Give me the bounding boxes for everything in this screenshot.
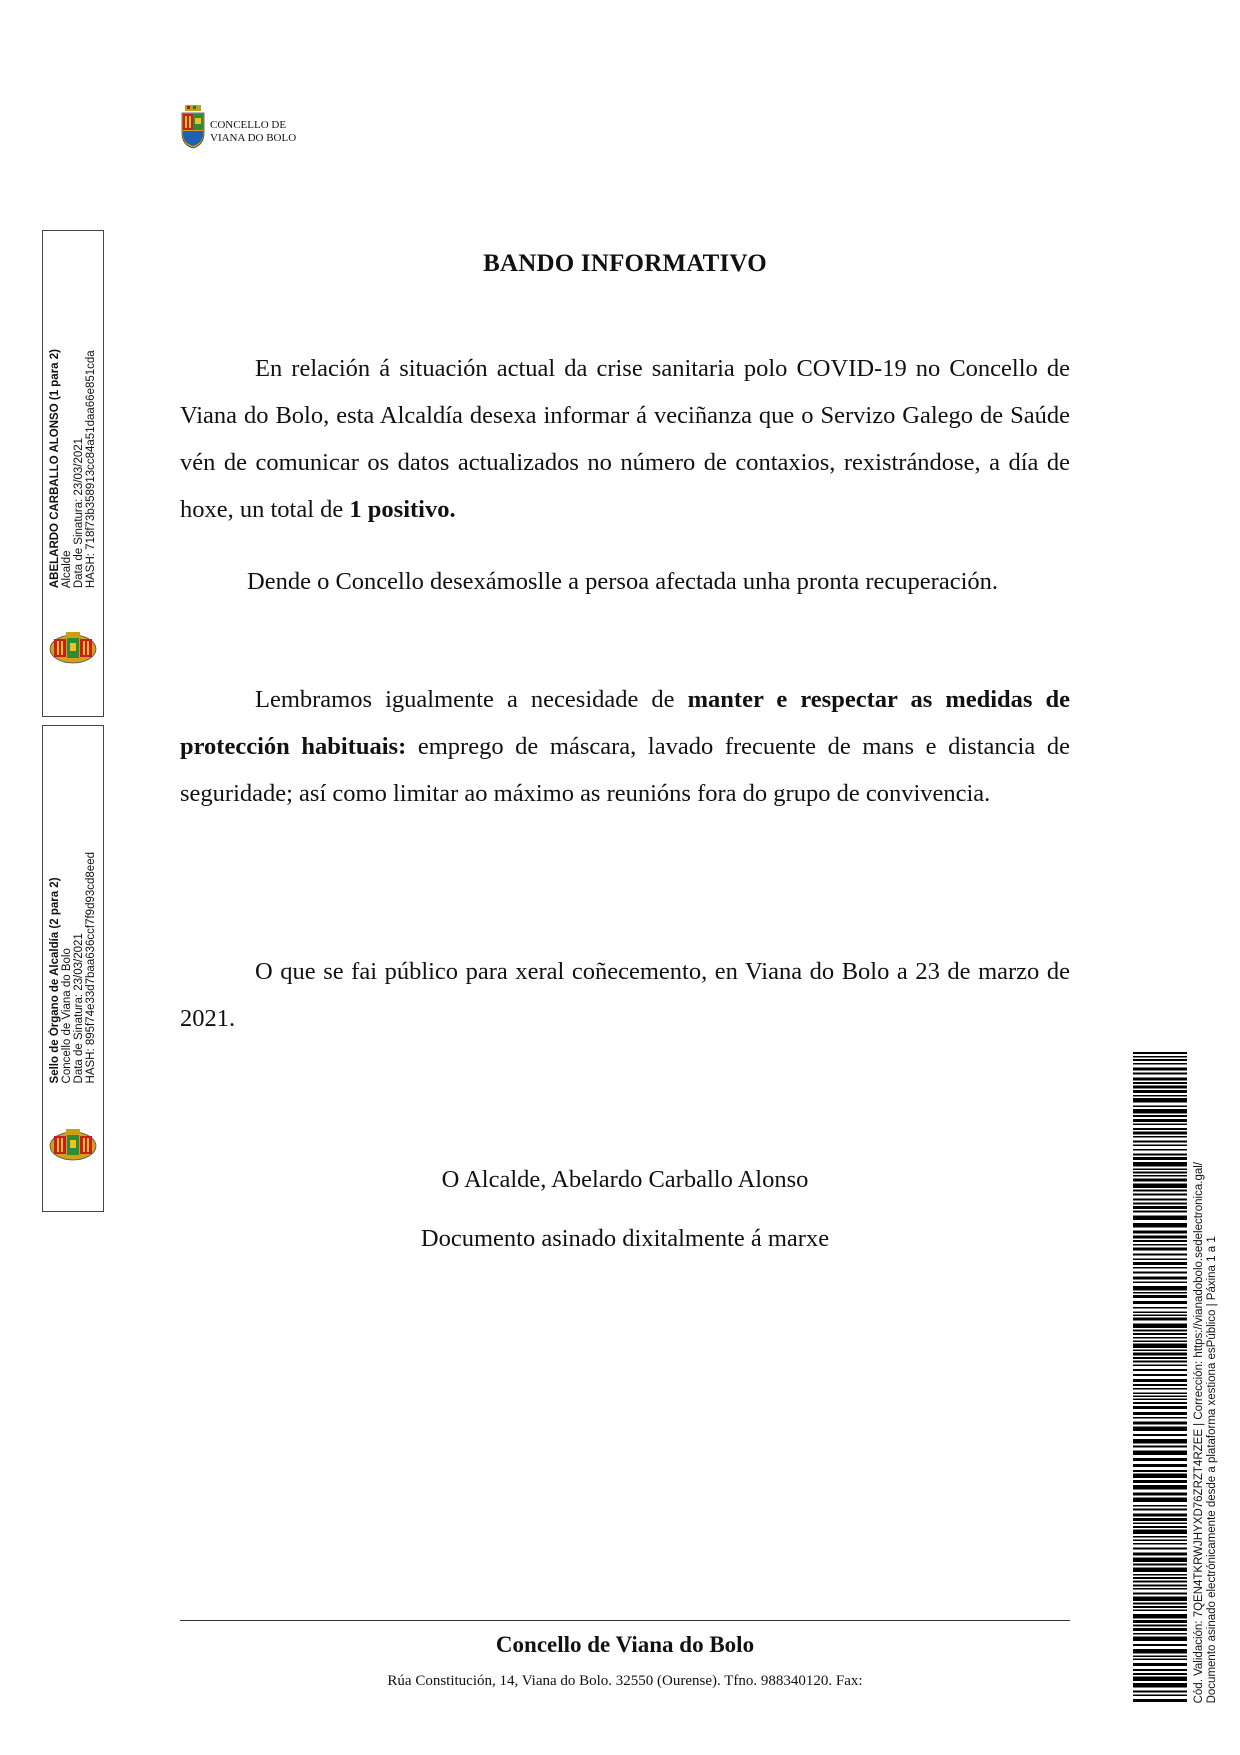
barcode-bar-63 bbox=[1133, 1341, 1187, 1343]
barcode-bar-117 bbox=[1133, 1597, 1187, 1602]
barcode-bar-73 bbox=[1133, 1384, 1187, 1386]
barcode-bar-108 bbox=[1133, 1558, 1187, 1563]
paragraph-wishes bbox=[180, 558, 1070, 605]
barcode-bar-54 bbox=[1133, 1301, 1187, 1304]
barcode-bar-71 bbox=[1133, 1374, 1187, 1376]
barcode-bar-61 bbox=[1133, 1333, 1187, 1335]
barcode-bar-34 bbox=[1133, 1203, 1187, 1205]
barcode-bar-17 bbox=[1133, 1128, 1187, 1130]
barcode-bar-125 bbox=[1133, 1633, 1187, 1635]
positive-count: 1 positivo. bbox=[349, 496, 456, 523]
document-title: BANDO INFORMATIVO bbox=[483, 250, 767, 277]
footer-organization: Concello de Viana do Bolo bbox=[495, 1632, 755, 1657]
barcode-bar-124 bbox=[1133, 1628, 1187, 1631]
barcode-bar-7 bbox=[1133, 1082, 1187, 1084]
paragraph-publication bbox=[180, 948, 1070, 1042]
barcode-bar-5 bbox=[1133, 1073, 1187, 1075]
barcode-bar-67 bbox=[1133, 1357, 1187, 1359]
barcode-bar-69 bbox=[1133, 1365, 1187, 1367]
municipality-logo bbox=[180, 105, 320, 151]
paragraph-text-rest: emprego de máscara, lavado frecuente de mans e distancia de seguridade; así como limitar ao máximo as reunións fora do grupo de convivencia. bbox=[180, 733, 1070, 807]
barcode-bar-119 bbox=[1133, 1606, 1187, 1608]
barcode-bar-85 bbox=[1133, 1439, 1187, 1444]
barcode-bar-1 bbox=[1133, 1056, 1187, 1058]
barcode-bar-32 bbox=[1133, 1194, 1187, 1196]
barcode-bar-135 bbox=[1133, 1683, 1187, 1688]
stamp-hash: HASH: 895f74e33d7baa636ccf7f9d93cd8eed bbox=[85, 851, 97, 1083]
barcode-bar-102 bbox=[1133, 1530, 1187, 1535]
barcode-bar-120 bbox=[1133, 1610, 1187, 1612]
coat-of-arms-icon bbox=[48, 1128, 98, 1162]
barcode-bar-48 bbox=[1133, 1272, 1187, 1274]
barcode-bar-27 bbox=[1133, 1172, 1187, 1174]
barcode-bar-29 bbox=[1133, 1179, 1187, 1182]
barcode-bar-128 bbox=[1133, 1649, 1187, 1654]
barcode-bar-59 bbox=[1133, 1324, 1187, 1329]
barcode-bar-77 bbox=[1133, 1399, 1187, 1401]
validation-code: Cód. Validación: 7QEN4TKRWJHYXD76ZRZT4RZEE | Corrección: https://vianadobolo.sedelectronica.gal/ bbox=[1193, 1161, 1205, 1703]
barcode-bar-113 bbox=[1133, 1581, 1187, 1583]
barcode-bar-68 bbox=[1133, 1361, 1187, 1363]
barcode-bar-92 bbox=[1133, 1480, 1187, 1483]
barcode-bar-114 bbox=[1133, 1585, 1187, 1587]
barcode-bar-36 bbox=[1133, 1211, 1187, 1213]
barcode-bar-24 bbox=[1133, 1157, 1187, 1160]
barcode-bar-65 bbox=[1133, 1350, 1187, 1352]
logo-line-2: VIANA DO BOLO bbox=[210, 132, 297, 144]
barcode-bar-137 bbox=[1133, 1695, 1187, 1697]
stamp-text bbox=[49, 852, 97, 1083]
barcode-bar-89 bbox=[1133, 1464, 1187, 1467]
barcode-bar-121 bbox=[1133, 1614, 1187, 1619]
validation-info bbox=[1193, 1162, 1219, 1703]
barcode-bar-118 bbox=[1133, 1603, 1187, 1605]
barcode-bar-109 bbox=[1133, 1564, 1187, 1566]
barcode-bar-82 bbox=[1133, 1422, 1187, 1425]
coat-of-arms-icon bbox=[48, 631, 98, 665]
barcode-bar-111 bbox=[1133, 1574, 1187, 1576]
validation-platform: Documento asinado electrónicamente desde a plataforma xestiona esPúblico | Páxina 1 a 1 bbox=[1206, 1235, 1218, 1703]
barcode-bar-35 bbox=[1133, 1206, 1187, 1209]
paragraph-text: En relación á situación actual da crise sanitaria polo COVID-19 no Concello de Viana do Bolo, esta Alcaldía desexa informar á veciñanza que o Servizo Galego de Saúde vén de comunicar os datos actualizados no número de contaxios, rexistrándose, a día de hoxe, un total de bbox=[180, 355, 1070, 523]
stamp-text bbox=[49, 349, 97, 588]
barcode-bar-47 bbox=[1133, 1267, 1187, 1269]
paragraph-situation bbox=[180, 345, 1070, 533]
barcode-bar-78 bbox=[1133, 1402, 1187, 1404]
barcode-bar-60 bbox=[1133, 1330, 1187, 1332]
coat-of-arms-icon bbox=[180, 105, 206, 149]
barcode-bar-132 bbox=[1133, 1669, 1187, 1671]
barcode-bar-56 bbox=[1133, 1312, 1187, 1314]
barcode-bar-46 bbox=[1133, 1262, 1187, 1265]
barcode-bar-25 bbox=[1133, 1162, 1187, 1167]
signature-stamp-office bbox=[42, 725, 104, 1212]
barcode-bar-75 bbox=[1133, 1393, 1187, 1395]
signature-stamp-mayor bbox=[42, 230, 104, 717]
stamp-date: Data de Sinatura: 23/03/2021 bbox=[73, 932, 85, 1083]
barcode-bar-70 bbox=[1133, 1369, 1187, 1371]
barcode-bar-41 bbox=[1133, 1240, 1187, 1242]
barcode-bar-74 bbox=[1133, 1388, 1187, 1390]
barcode-bar-31 bbox=[1133, 1190, 1187, 1192]
barcode-bar-101 bbox=[1133, 1526, 1187, 1528]
barcode-bar-134 bbox=[1133, 1677, 1187, 1682]
paragraph-measures bbox=[180, 676, 1070, 817]
barcode-bar-79 bbox=[1133, 1406, 1187, 1409]
barcode-bar-83 bbox=[1133, 1427, 1187, 1432]
stamp-date: Data de Sinatura: 23/03/2021 bbox=[73, 437, 85, 588]
barcode-bar-22 bbox=[1133, 1149, 1187, 1151]
barcode-bar-81 bbox=[1133, 1417, 1187, 1419]
barcode-bar-11 bbox=[1133, 1098, 1187, 1103]
barcode-bar-15 bbox=[1133, 1119, 1187, 1122]
barcode-bar-14 bbox=[1133, 1115, 1187, 1117]
barcode-bar-10 bbox=[1133, 1095, 1187, 1097]
barcode-bar-100 bbox=[1133, 1523, 1187, 1525]
barcode-bar-38 bbox=[1133, 1223, 1187, 1228]
barcode-bar-106 bbox=[1133, 1548, 1187, 1550]
barcode-bar-107 bbox=[1133, 1553, 1187, 1556]
barcode-bar-116 bbox=[1133, 1593, 1187, 1595]
barcode-bar-138 bbox=[1133, 1699, 1187, 1702]
barcode-bar-62 bbox=[1133, 1337, 1187, 1339]
barcode-bar-23 bbox=[1133, 1154, 1187, 1156]
barcode-bar-16 bbox=[1133, 1124, 1187, 1126]
barcode-bar-52 bbox=[1133, 1292, 1187, 1294]
barcode-bar-80 bbox=[1133, 1412, 1187, 1415]
barcode-bar-39 bbox=[1133, 1231, 1187, 1234]
barcode-bar-115 bbox=[1133, 1588, 1187, 1590]
barcode-bar-12 bbox=[1133, 1106, 1187, 1108]
barcode-bar-95 bbox=[1133, 1498, 1187, 1503]
barcode-bar-57 bbox=[1133, 1315, 1187, 1317]
barcode-bar-91 bbox=[1133, 1474, 1187, 1479]
barcode-bar-87 bbox=[1133, 1451, 1187, 1456]
signature-note: Documento asinado dixitalmente á marxe bbox=[420, 1225, 830, 1252]
barcode-bar-51 bbox=[1133, 1286, 1187, 1291]
barcode-bar-18 bbox=[1133, 1132, 1187, 1135]
stamp-signer: ABELARDO CARBALLO ALONSO (1 para 2) bbox=[49, 348, 61, 588]
barcode-bar-130 bbox=[1133, 1659, 1187, 1661]
barcode-bar-131 bbox=[1133, 1663, 1187, 1666]
barcode-bar-76 bbox=[1133, 1396, 1187, 1398]
barcode-bar-94 bbox=[1133, 1493, 1187, 1496]
barcode-bar-55 bbox=[1133, 1307, 1187, 1309]
footer-address: Rúa Constitución, 14, Viana do Bolo. 32550 (Ourense). Tfno. 988340120. Fax: bbox=[387, 1673, 863, 1689]
barcode-bar-3 bbox=[1133, 1063, 1187, 1065]
barcode-bar-33 bbox=[1133, 1199, 1187, 1201]
barcode-bar-72 bbox=[1133, 1379, 1187, 1382]
barcode-bar-2 bbox=[1133, 1059, 1187, 1061]
barcode-bar-129 bbox=[1133, 1656, 1187, 1658]
barcode-bar-4 bbox=[1133, 1068, 1187, 1071]
barcode-bar-53 bbox=[1133, 1295, 1187, 1298]
barcode-bar-28 bbox=[1133, 1175, 1187, 1177]
barcode-bar-122 bbox=[1133, 1620, 1187, 1623]
barcode-bar-98 bbox=[1133, 1514, 1187, 1517]
barcode-bar-110 bbox=[1133, 1568, 1187, 1573]
barcode-bar-104 bbox=[1133, 1540, 1187, 1542]
barcode-bar-0 bbox=[1133, 1052, 1187, 1054]
barcode-bar-43 bbox=[1133, 1248, 1187, 1251]
paragraph-text: O que se fai público para xeral coñecemento, en Viana do Bolo a 23 de marzo de 2021. bbox=[180, 958, 1070, 1032]
barcode-bar-133 bbox=[1133, 1673, 1187, 1675]
barcode-bar-93 bbox=[1133, 1485, 1187, 1490]
stamp-signer: Sello de Órgano de Alcaldía (2 para 2) bbox=[49, 877, 61, 1083]
barcode-bar-86 bbox=[1133, 1446, 1187, 1448]
barcode-bar-90 bbox=[1133, 1470, 1187, 1472]
barcode-bar-9 bbox=[1133, 1090, 1187, 1093]
barcode-bar-19 bbox=[1133, 1136, 1187, 1138]
barcode-bar-99 bbox=[1133, 1518, 1187, 1521]
barcode-bar-105 bbox=[1133, 1543, 1187, 1545]
barcode-bar-49 bbox=[1133, 1277, 1187, 1280]
stamp-entity: Concello de Viana do Bolo bbox=[61, 947, 73, 1083]
barcode-bar-136 bbox=[1133, 1691, 1187, 1693]
barcode-bar-123 bbox=[1133, 1625, 1187, 1627]
stamp-hash: HASH: 718f73b358913cc84a51daa66e851cda bbox=[85, 350, 97, 588]
measures-emphasis: manter e respectar as medidas de protección habituais: bbox=[180, 686, 1070, 760]
barcode-bar-44 bbox=[1133, 1254, 1187, 1256]
signatory: O Alcalde, Abelardo Carballo Alonso bbox=[441, 1166, 809, 1193]
barcode-bar-112 bbox=[1133, 1577, 1187, 1579]
barcode-bar-45 bbox=[1133, 1259, 1187, 1261]
footer-divider bbox=[180, 1620, 1070, 1621]
barcode-bar-88 bbox=[1133, 1458, 1187, 1461]
barcode-bar-127 bbox=[1133, 1644, 1187, 1646]
barcode-bar-66 bbox=[1133, 1353, 1187, 1356]
barcode-bar-84 bbox=[1133, 1434, 1187, 1436]
barcode-bar-21 bbox=[1133, 1145, 1187, 1147]
logo-line-1: CONCELLO DE bbox=[210, 119, 287, 131]
barcode-bar-37 bbox=[1133, 1216, 1187, 1221]
barcode-bar-6 bbox=[1133, 1078, 1187, 1081]
stamp-role: Alcalde bbox=[61, 550, 73, 588]
barcode-bar-126 bbox=[1133, 1637, 1187, 1642]
barcode-bar-96 bbox=[1133, 1505, 1187, 1507]
barcode-bar-13 bbox=[1133, 1109, 1187, 1114]
paragraph-text: Dende o Concello desexámoslle a persoa afectada unha pronta recuperación. bbox=[247, 568, 998, 595]
barcode-bar-42 bbox=[1133, 1244, 1187, 1246]
barcode-bar-20 bbox=[1133, 1141, 1187, 1143]
barcode-bar-97 bbox=[1133, 1509, 1187, 1511]
barcode-bar-103 bbox=[1133, 1536, 1187, 1538]
barcode-bar-40 bbox=[1133, 1236, 1187, 1239]
barcode bbox=[1133, 1052, 1187, 1702]
barcode-bar-50 bbox=[1133, 1282, 1187, 1284]
barcode-bar-64 bbox=[1133, 1344, 1187, 1349]
paragraph-text: Lembramos igualmente a necesidade de bbox=[255, 686, 688, 713]
barcode-bar-8 bbox=[1133, 1086, 1187, 1089]
barcode-bar-58 bbox=[1133, 1318, 1187, 1321]
barcode-bar-26 bbox=[1133, 1169, 1187, 1171]
barcode-bar-30 bbox=[1133, 1184, 1187, 1189]
